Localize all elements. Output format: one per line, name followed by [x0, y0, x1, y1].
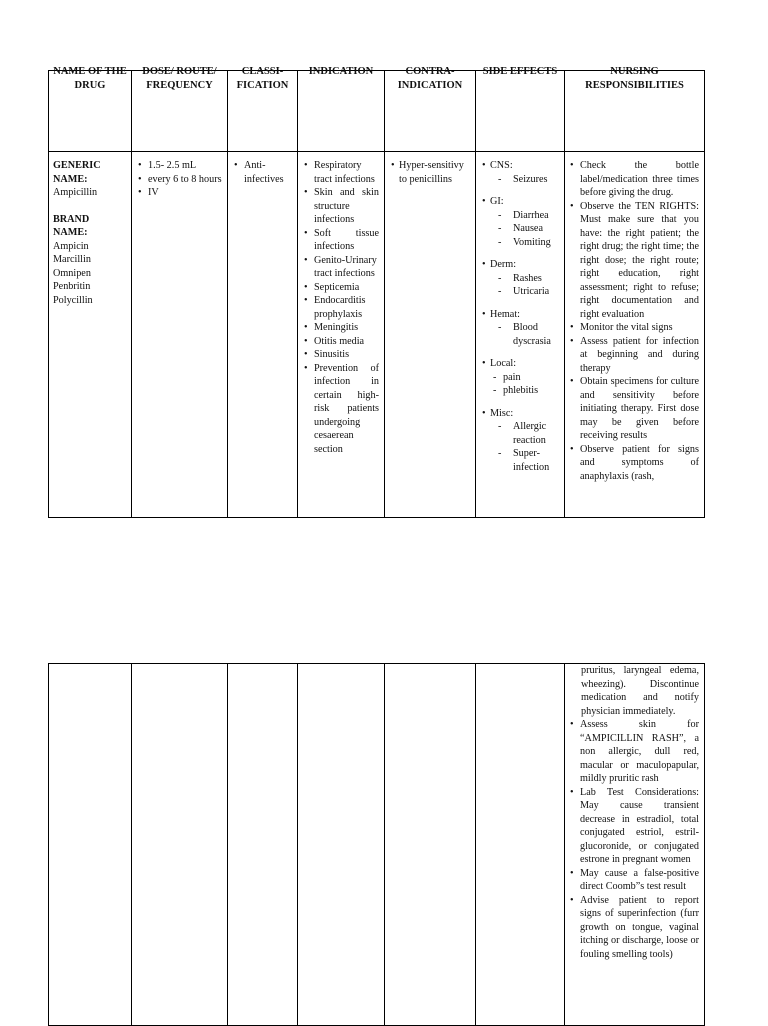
classification-cell — [228, 152, 298, 518]
nursing-item: • Assess patient for infection at beginning and during therapy — [580, 335, 699, 376]
side-effect-item: - Super-infection — [513, 447, 559, 474]
empty-cell — [49, 664, 132, 1026]
header-nursing: NURSING RESPONSIBILITIES — [565, 71, 705, 152]
side-effect-category: • Hemat: — [490, 308, 520, 320]
side-effect-category: • Misc: — [490, 407, 514, 419]
header-drug-name: NAME OF THE DRUG — [49, 71, 132, 152]
empty-cell — [476, 664, 565, 1026]
side-effect-item: - Allergic reaction — [513, 420, 559, 447]
drug-row — [49, 152, 705, 518]
indication-item: • Soft tissue infections — [314, 227, 379, 254]
indication-item: • Prevention of infection in certain high-risk patients undergoing cesaerean section — [314, 362, 379, 457]
drug-table-page-2 — [48, 663, 705, 1026]
nursing-item: • Advise patient to report signs of superinfection (furr growth on tongue, vaginal itching or discharge, loose or fouling smelling tools) — [580, 894, 699, 962]
empty-cell — [132, 664, 228, 1026]
empty-cell — [298, 664, 385, 1026]
side-effect-category: • Local: — [490, 358, 517, 369]
side-effect-item: - Blood dyscrasia — [513, 321, 559, 348]
brand-name: Omnipen — [53, 267, 91, 279]
side-effect-group — [490, 159, 559, 186]
nursing-item: • Assess skin for “AMPICILLIN RASH”, a non allergic, dull red, macular or maculopapular, mildly pruritic rash — [580, 718, 699, 786]
side-effect-item: - Diarrhea — [513, 209, 559, 223]
generic-name: Ampicillin — [53, 187, 98, 198]
side-effect-group — [490, 195, 559, 249]
dose-cell — [132, 152, 228, 518]
generic-label: GENERIC NAME: — [53, 160, 101, 185]
nursing-item: • Check the bottle label/medication three times before giving the drug. — [580, 159, 699, 200]
dose-item: • IV — [148, 186, 222, 200]
side-effects-cell — [476, 152, 565, 518]
indication-item: • Sinusitis — [314, 348, 379, 362]
indication-item: • Skin and skin structure infections — [314, 186, 379, 227]
brand-label: BRAND NAME: — [53, 213, 90, 238]
indication-item: • Respiratory tract infections — [314, 159, 379, 186]
nursing-item: • Obtain specimens for culture and sensitivity before initiating therapy. First dose may be given before receiving results — [580, 375, 699, 443]
nursing-item: • Lab Test Considerations: May cause transient decrease in estradiol, total conjugated estriol, estril- glucoronide, or conjugated estrone in pregnant women — [580, 786, 699, 867]
side-effect-group — [490, 308, 559, 349]
empty-cell — [385, 664, 476, 1026]
header-row — [49, 71, 705, 152]
indication-item: • Otitis media — [314, 335, 379, 349]
nursing-item: • Observe patient for signs and symptoms of anaphylaxis (rash, — [580, 443, 699, 484]
side-effect-category: • CNS: — [490, 160, 513, 171]
side-effect-item: - Nausea — [513, 222, 559, 236]
nursing-cell-continued — [565, 664, 705, 1026]
side-effect-item: - Vomiting — [513, 236, 559, 250]
header-dose: DOSE/ ROUTE/ FREQUENCY — [132, 71, 228, 152]
contraindication-item: • Hyper-sensitivy to penicillins — [399, 159, 470, 186]
side-effect-group — [490, 407, 559, 475]
dose-item: • 1.5- 2.5 mL — [148, 159, 222, 173]
nursing-item-continued: pruritus, laryngeal edema, wheezing). Discontinue medication and notify physician immediately. — [581, 665, 699, 717]
side-effect-item: - pain — [503, 371, 559, 385]
side-effect-item: - Utricaria — [513, 285, 559, 299]
drug-row-continued — [49, 664, 705, 1026]
drug-table-page-1 — [48, 66, 705, 518]
indication-item: • Genito-Urinary tract infections — [314, 254, 379, 281]
drug-name-cell — [49, 152, 132, 518]
dose-item: • every 6 to 8 hours — [148, 173, 222, 187]
side-effect-category: • Derm: — [490, 259, 517, 270]
nursing-cell — [565, 152, 705, 518]
side-effect-item: - Seizures — [513, 173, 559, 187]
indication-cell — [298, 152, 385, 518]
empty-cell — [228, 664, 298, 1026]
nursing-item: • Monitor the vital signs — [580, 321, 699, 335]
contraindication-cell — [385, 152, 476, 518]
header-side-effects: SIDE EFFECTS — [476, 71, 565, 152]
side-effect-item: - Rashes — [513, 272, 559, 286]
header-contraindication: CONTRA-INDICATION — [385, 71, 476, 152]
indication-item: • Meningitis — [314, 321, 379, 335]
side-effect-group — [490, 258, 559, 299]
side-effect-item: - phlebitis — [503, 384, 559, 398]
indication-item: • Endocarditis prophylaxis — [314, 294, 379, 321]
side-effect-category: • GI: — [490, 196, 504, 207]
header-indication: INDICATION — [298, 71, 385, 152]
nursing-item: • Observe the TEN RIGHTS: Must make sure that you have: the right patient; the right drug; the right time; the right dose; the right route; right education, right assessment; right to refuse; right documentation and right evaluation — [580, 200, 699, 322]
brand-name: Penbritin — [53, 281, 91, 292]
indication-item: • Septicemia — [314, 281, 379, 295]
header-classification: CLASSI-FICATION — [228, 71, 298, 152]
brand-name: Polycillin — [53, 294, 93, 306]
classification-item: • Anti-infectives — [244, 159, 292, 186]
brand-name: Ampicin — [53, 240, 89, 252]
nursing-item: • May cause a false-positive direct Coomb”s test result — [580, 867, 699, 894]
side-effect-group — [490, 357, 559, 398]
brand-name: Marcillin — [53, 254, 91, 265]
